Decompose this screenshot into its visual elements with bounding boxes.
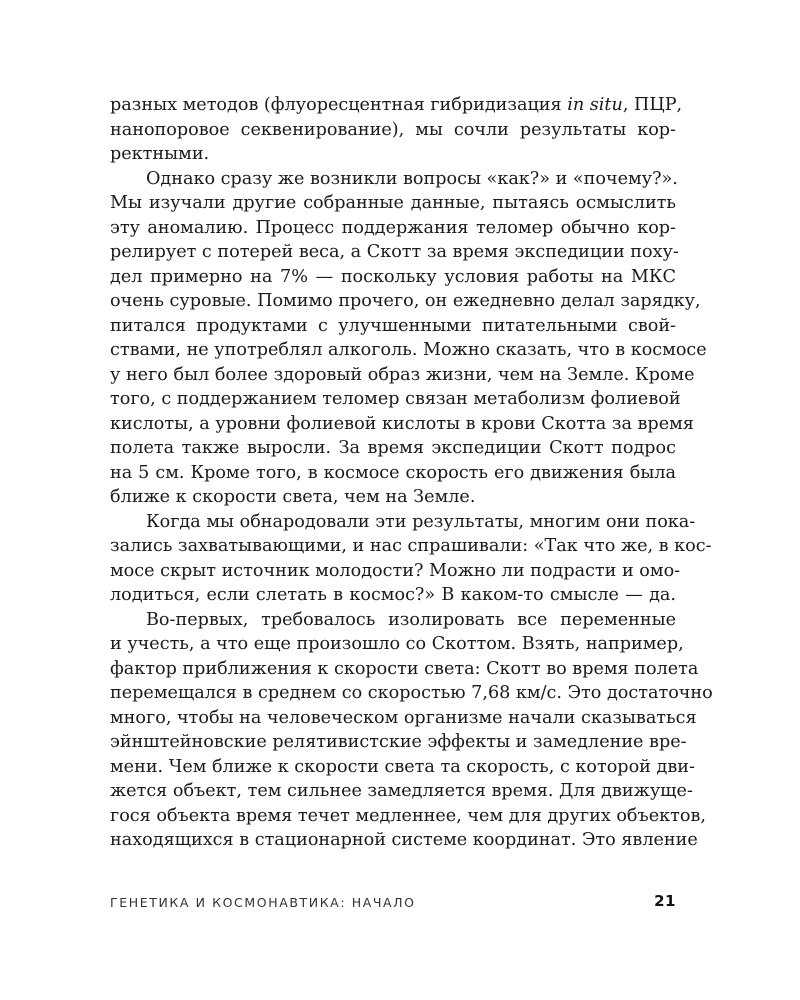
text-line (110, 387, 681, 412)
text-line (110, 804, 706, 829)
text-segment: разных методов (флуоресцентная гибридизация (110, 95, 568, 115)
text-line (110, 583, 676, 608)
page-number: 21 (654, 892, 676, 910)
text-line (110, 142, 676, 167)
text-segment: гося объекта время течет медленнее, чем для других объектов, (110, 805, 706, 826)
text-segment: очень суровые. Помимо прочего, он ежедневно делал зарядку, (110, 291, 701, 311)
text-line (110, 510, 696, 535)
text-line (110, 240, 679, 265)
text-line (110, 534, 712, 559)
text-line (110, 559, 681, 584)
text-segment: полета также выросли. За время экспедиции Скотт подрос (110, 438, 676, 458)
text-line (110, 338, 707, 363)
text-segment: нанопоровое секвенирование), мы сочли результаты кор- (110, 119, 676, 140)
text-segment: фактор приближения к скорости света: Скотт во время полета (110, 658, 699, 679)
text-line (110, 314, 676, 339)
text-line (110, 828, 698, 853)
text-segment: , ПЦР, (622, 95, 683, 115)
text-segment: мосе скрыт источник молодости? Можно ли подрасти и омо- (110, 560, 681, 581)
text-segment: ствами, не употреблял алкоголь. Можно сказать, что в космосе (110, 340, 707, 360)
text-segment: эйнштейновские релятивистские эффекты и замедление вре- (110, 732, 687, 752)
text-line (110, 779, 693, 804)
text-line (110, 118, 676, 143)
text-segment: ректными. (110, 144, 210, 164)
text-line (110, 412, 694, 437)
text-line (110, 730, 687, 755)
text-segment: кислоты, а уровни фолиевой кислоты в крови Скотта за время (110, 413, 694, 434)
text-line (110, 681, 713, 706)
text-segment: жется объект, тем сильнее замедляется время. Для движуще- (110, 781, 693, 801)
text-line (110, 191, 676, 216)
text-line (110, 706, 697, 731)
text-segment: на 5 см. Кроме того, в космосе скорость его движения была (110, 462, 676, 483)
text-line (110, 216, 676, 241)
text-line (110, 461, 676, 486)
text-segment: Во-первых, требовалось изолировать все переменные (146, 609, 676, 630)
text-line (110, 93, 683, 118)
text-line (110, 608, 676, 633)
text-line (110, 363, 695, 388)
text-segment: мени. Чем ближе к скорости света та скорость, с которой дви- (110, 756, 695, 777)
italic-text: in situ (567, 95, 623, 115)
running-title: ГЕНЕТИКА И КОСМОНАВТИКА: НАЧАЛО (110, 895, 416, 910)
text-segment: и учесть, а что еще произошло со Скоттом. Взять, например, (110, 634, 684, 654)
text-segment: находящихся в стационарной системе координат. Это явление (110, 830, 698, 850)
text-segment: Однако сразу же возникли вопросы «как?» и «почему?». (146, 168, 678, 189)
text-segment: питался продуктами с улучшенными питательными свой- (110, 315, 676, 336)
text-line (110, 436, 676, 461)
text-segment: много, чтобы на человеческом организме начали сказываться (110, 707, 697, 728)
body-text (110, 93, 713, 853)
text-line (110, 755, 695, 780)
text-segment: зались захватывающими, и нас спрашивали: «Так что же, в кос- (110, 536, 712, 556)
text-line (110, 657, 699, 682)
text-segment: дел примерно на 7% — поскольку условия работы на МКС (110, 266, 676, 287)
text-line (110, 289, 701, 314)
text-segment: ближе к скорости света, чем на Земле. (110, 487, 476, 507)
text-line (110, 167, 676, 192)
text-segment: того, с поддержанием теломер связан метаболизм фолиевой (110, 389, 681, 409)
text-segment: у него был более здоровый образ жизни, чем на Земле. Кроме (110, 364, 695, 385)
text-segment: эту аномалию. Процесс поддержания теломер обычно кор- (110, 217, 676, 238)
text-segment: Мы изучали другие собранные данные, пытаясь осмыслить (110, 193, 676, 213)
text-segment: лодиться, если слетать в космос?» В каком-то смысле — да. (110, 585, 676, 605)
text-line (110, 632, 684, 657)
text-segment: перемещался в среднем со скоростью 7,68 км/с. Это достаточно (110, 683, 713, 703)
text-line (110, 265, 676, 290)
text-segment: релирует с потерей веса, а Скотт за время экспедиции поху- (110, 242, 679, 262)
text-line (110, 485, 676, 510)
text-segment: Когда мы обнародовали эти результаты, многим они пока- (146, 511, 696, 532)
